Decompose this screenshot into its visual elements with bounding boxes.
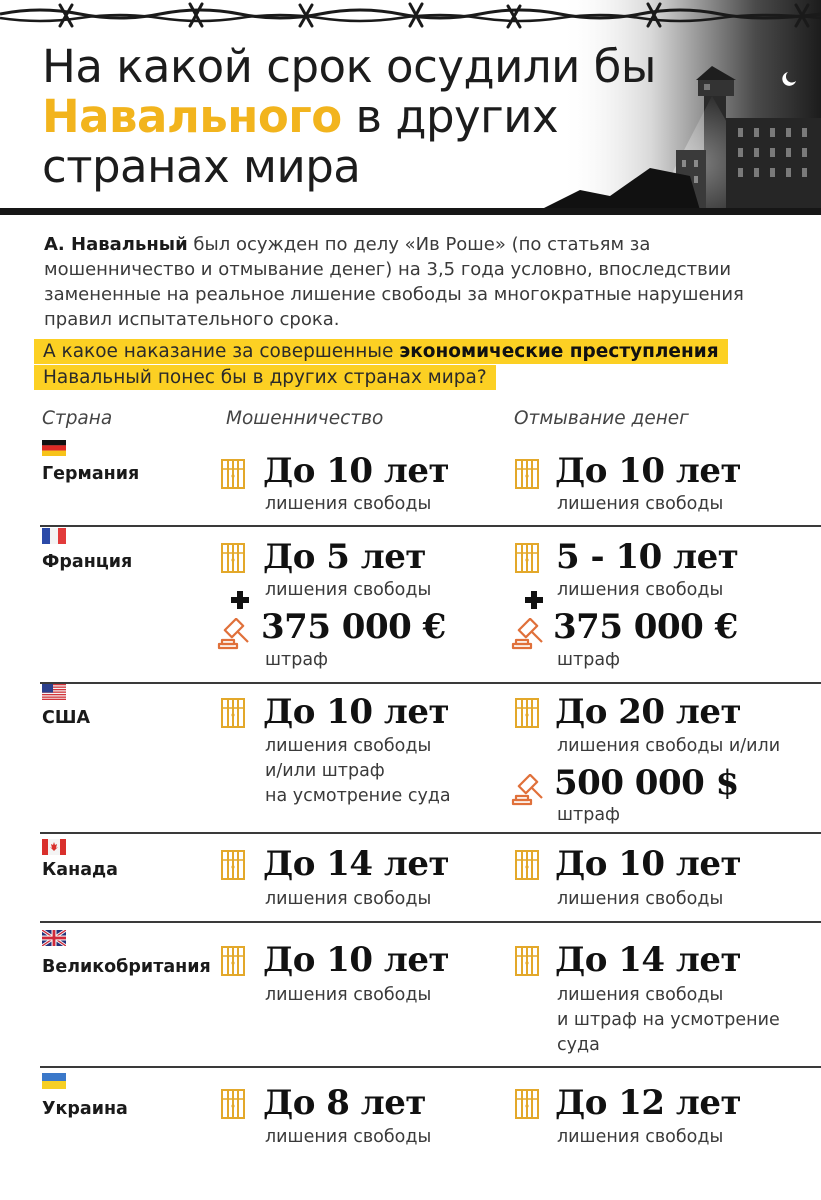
fraud-prison-term: До 8 лет: [263, 1083, 426, 1123]
prison-bars-icon: [221, 459, 245, 489]
laundering-prison-term: До 14 лет: [555, 940, 742, 980]
gavel-icon: [216, 618, 252, 652]
prison-bars-icon: [221, 1089, 245, 1119]
laundering-prison-term: 5 - 10 лет: [556, 537, 739, 577]
gavel-icon: [510, 774, 546, 808]
laundering-prison-note: лишения свободы: [557, 889, 724, 909]
row-divider: [40, 1066, 821, 1068]
fraud-fine-amount: 375 000 €: [261, 607, 446, 647]
fraud-prison-term: До 14 лет: [263, 844, 450, 884]
prison-bars-icon: [515, 946, 539, 976]
country-name: Украина: [42, 1099, 128, 1119]
canada-flag: [42, 839, 66, 855]
country-name: Великобритания: [42, 957, 211, 977]
fraud-prison-term: До 10 лет: [263, 692, 450, 732]
fraud-prison-note: лишения свободы: [265, 494, 432, 514]
title-line-1: На какой срок осудили бы: [42, 40, 656, 93]
laundering-fine-note: штраф: [557, 805, 621, 825]
laundering-prison-note-line-3: суда: [557, 1035, 600, 1055]
page-title: [42, 42, 656, 192]
intro-paragraph: [44, 232, 784, 332]
header-divider: [0, 208, 821, 215]
prison-bars-icon: [515, 543, 539, 573]
laundering-prison-term: До 12 лет: [555, 1083, 742, 1123]
laundering-prison-note: лишения свободы: [557, 494, 724, 514]
country-name: Франция: [42, 552, 133, 572]
fraud-prison-note: лишения свободы: [265, 985, 432, 1005]
laundering-prison-note: лишения свободы и/или: [557, 736, 781, 756]
laundering-prison-term: До 10 лет: [555, 844, 742, 884]
column-header-country: Страна: [42, 408, 113, 429]
country-name: Канада: [42, 860, 118, 880]
germany-flag: [42, 440, 66, 456]
laundering-prison-term: До 20 лет: [555, 692, 742, 732]
question-bold: экономические преступления: [399, 341, 719, 362]
fraud-prison-note: лишения свободы: [265, 889, 432, 909]
uk-flag: [42, 930, 66, 946]
row-divider: [40, 921, 821, 923]
header: [0, 0, 821, 216]
fraud-prison-term: До 5 лет: [263, 537, 426, 577]
prison-bars-icon: [221, 543, 245, 573]
prison-bars-icon: [221, 850, 245, 880]
laundering-fine-note: штраф: [557, 650, 621, 670]
row-divider: [40, 682, 821, 684]
row-divider: [40, 832, 821, 834]
laundering-prison-term: До 10 лет: [555, 451, 742, 491]
laundering-prison-note-line-1: лишения свободы: [557, 985, 724, 1005]
prison-bars-icon: [221, 698, 245, 728]
column-header-laundering: Отмывание денег: [514, 408, 689, 429]
intro-text: был осужден по делу «Ив Роше» (по статьям за мошенничество и отмывание денег) на 3,5 года условно, впоследствии замененные на реальное лишение свободы за многократные нарушения правил испытательного срока.: [44, 234, 744, 330]
laundering-prison-note: лишения свободы: [557, 580, 724, 600]
question-after: Навальный понес бы в других странах мира?: [43, 366, 487, 388]
title-line-2: [42, 92, 656, 142]
title-line-3: странах мира: [42, 140, 361, 193]
fraud-prison-note-line-3: на усмотрение суда: [265, 786, 451, 806]
title-accent: Навального: [42, 90, 342, 143]
country-name: Германия: [42, 464, 140, 484]
laundering-prison-note: лишения свободы: [557, 1127, 724, 1147]
fraud-prison-note: лишения свободы: [265, 1127, 432, 1147]
column-header-fraud: Мошенничество: [226, 408, 384, 429]
fraud-prison-term: До 10 лет: [263, 451, 450, 491]
prison-bars-icon: [221, 946, 245, 976]
france-flag: [42, 528, 66, 544]
question-box: [34, 339, 728, 390]
intro-bold-name: А. Навальный: [44, 234, 188, 255]
prison-bars-icon: [515, 1089, 539, 1119]
laundering-prison-note-line-2: и штраф на усмотрение: [557, 1010, 780, 1030]
row-divider: [40, 525, 821, 527]
fraud-prison-note: лишения свободы: [265, 580, 432, 600]
plus-icon: [230, 590, 250, 610]
prison-bars-icon: [515, 698, 539, 728]
question-highlight: [34, 339, 724, 390]
prison-bars-icon: [515, 459, 539, 489]
prison-bars-icon: [515, 850, 539, 880]
laundering-fine-amount: 500 000 $: [554, 763, 739, 803]
country-name: США: [42, 708, 91, 728]
title-line-2-rest: в других: [341, 90, 559, 143]
laundering-fine-amount: 375 000 €: [553, 607, 738, 647]
fraud-prison-note-line-2: и/или штраф: [265, 761, 385, 781]
question-before: А какое наказание за совершенные: [43, 341, 400, 362]
fraud-prison-note-line-1: лишения свободы: [265, 736, 432, 756]
ukraine-flag: [42, 1073, 66, 1089]
plus-icon: [524, 590, 544, 610]
fraud-fine-note: штраф: [265, 650, 329, 670]
usa-flag: [42, 684, 66, 700]
gavel-icon: [510, 618, 546, 652]
fraud-prison-term: До 10 лет: [263, 940, 450, 980]
